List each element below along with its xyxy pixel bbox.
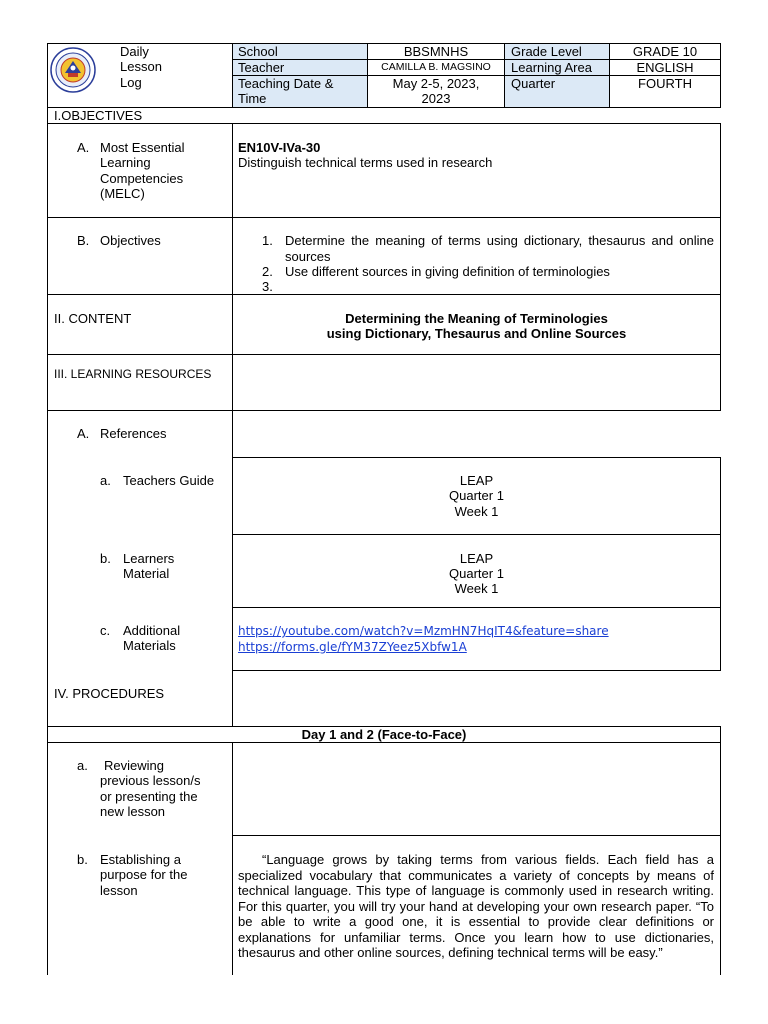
objective-text-1: Determine the meaning of terms using dictionary, thesaurus and online sources xyxy=(285,233,714,264)
objective-num-1: 1. xyxy=(262,233,273,248)
review-label-4: new lesson xyxy=(100,804,166,819)
lm-label-1: Learners xyxy=(123,551,175,566)
objective-text-2: Use different sources in giving definition of terminologies xyxy=(285,264,610,279)
melc-label-4: (MELC) xyxy=(100,186,145,201)
lm-value-1: LEAP xyxy=(459,551,494,566)
area-label: Learning Area xyxy=(511,60,592,75)
procedures-heading: IV. PROCEDURES xyxy=(54,686,165,701)
title-log: Log xyxy=(120,75,142,90)
references-letter: A. xyxy=(77,426,90,441)
date-label-1: Teaching Date & xyxy=(238,76,334,91)
grade-value: GRADE 10 xyxy=(632,44,698,59)
quarter-value: FOURTH xyxy=(638,76,692,91)
content-title-2: using Dictionary, Thesaurus and Online Sources xyxy=(326,326,627,341)
objective-num-3: 3. xyxy=(262,279,273,294)
forms-link[interactable]: https://forms.gle/fYM37ZYeez5Xbfw1A xyxy=(238,640,467,654)
lm-value-2: Quarter 1 xyxy=(449,566,504,581)
school-value: BBSMNHS xyxy=(403,44,469,59)
references-label: References xyxy=(100,426,167,441)
purpose-label-2: purpose for the xyxy=(100,867,188,882)
content-heading: II. CONTENT xyxy=(54,311,132,326)
am-letter: c. xyxy=(100,623,111,638)
date-value-1: May 2-5, 2023, xyxy=(392,76,480,91)
lm-letter: b. xyxy=(100,551,111,566)
objectives-heading: I.OBJECTIVES xyxy=(54,108,143,123)
tg-label: Teachers Guide xyxy=(123,473,215,488)
tg-letter: a. xyxy=(100,473,111,488)
date-label-2: Time xyxy=(238,91,267,106)
tg-value-2: Quarter 1 xyxy=(449,488,504,503)
lm-label-2: Material xyxy=(123,566,170,581)
date-value-2: 2023 xyxy=(421,91,451,106)
am-label-1: Additional xyxy=(123,623,181,638)
review-label-3: or presenting the xyxy=(100,789,198,804)
objectives-label: Objectives xyxy=(100,233,161,248)
teacher-label: Teacher xyxy=(238,60,285,75)
review-label-1: Reviewing xyxy=(104,758,164,773)
am-label-2: Materials xyxy=(123,638,176,653)
objectives-letter: B. xyxy=(77,233,90,248)
purpose-letter: b. xyxy=(77,852,88,867)
content-title-1: Determining the Meaning of Terminologies xyxy=(345,311,608,326)
melc-letter: A. xyxy=(77,140,90,155)
area-value: ENGLISH xyxy=(636,60,694,75)
grade-label: Grade Level xyxy=(511,44,582,59)
day-heading: Day 1 and 2 (Face-to-Face) xyxy=(301,727,467,742)
melc-label-3: Competencies xyxy=(100,171,184,186)
review-letter: a. xyxy=(77,758,88,773)
melc-label-1: Most Essential xyxy=(100,140,185,155)
purpose-paragraph: “Language grows by taking terms from various fields. Each field has a specialized vocabulary that communicates a variety of concepts by means of technical language. This type of language is commonly used in research writing. For this quarter, you will try your hand at developing your own research paper. “To be able to write a good one, it is essential to provide clear definitions or explanations for unfamiliar terms. Once you learn how to use dictionaries, thesaurus and other online sources, defining technical terms will be easy.” xyxy=(238,852,714,960)
tg-value-3: Week 1 xyxy=(454,504,499,519)
melc-text: Distinguish technical terms used in research xyxy=(238,155,493,170)
school-label: School xyxy=(238,44,278,59)
title-lesson: Lesson xyxy=(120,59,162,74)
melc-code: EN10V-IVa-30 xyxy=(238,140,321,155)
purpose-label-3: lesson xyxy=(100,883,138,898)
review-label-2: previous lesson/s xyxy=(100,773,201,788)
youtube-link[interactable]: https://youtube.com/watch?v=MzmHN7HqIT4&feature=share xyxy=(238,624,609,638)
quarter-label: Quarter xyxy=(511,76,556,91)
objective-num-2: 2. xyxy=(262,264,273,279)
teacher-value: CAMILLA B. MAGSINO xyxy=(381,61,491,73)
purpose-label-1: Establishing a xyxy=(100,852,181,867)
tg-value-1: LEAP xyxy=(459,473,494,488)
melc-label-2: Learning xyxy=(100,155,151,170)
title-daily: Daily xyxy=(120,44,149,59)
resources-heading: III. LEARNING RESOURCES xyxy=(54,367,212,381)
lm-value-3: Week 1 xyxy=(454,581,499,596)
school-seal-logo xyxy=(50,47,96,93)
